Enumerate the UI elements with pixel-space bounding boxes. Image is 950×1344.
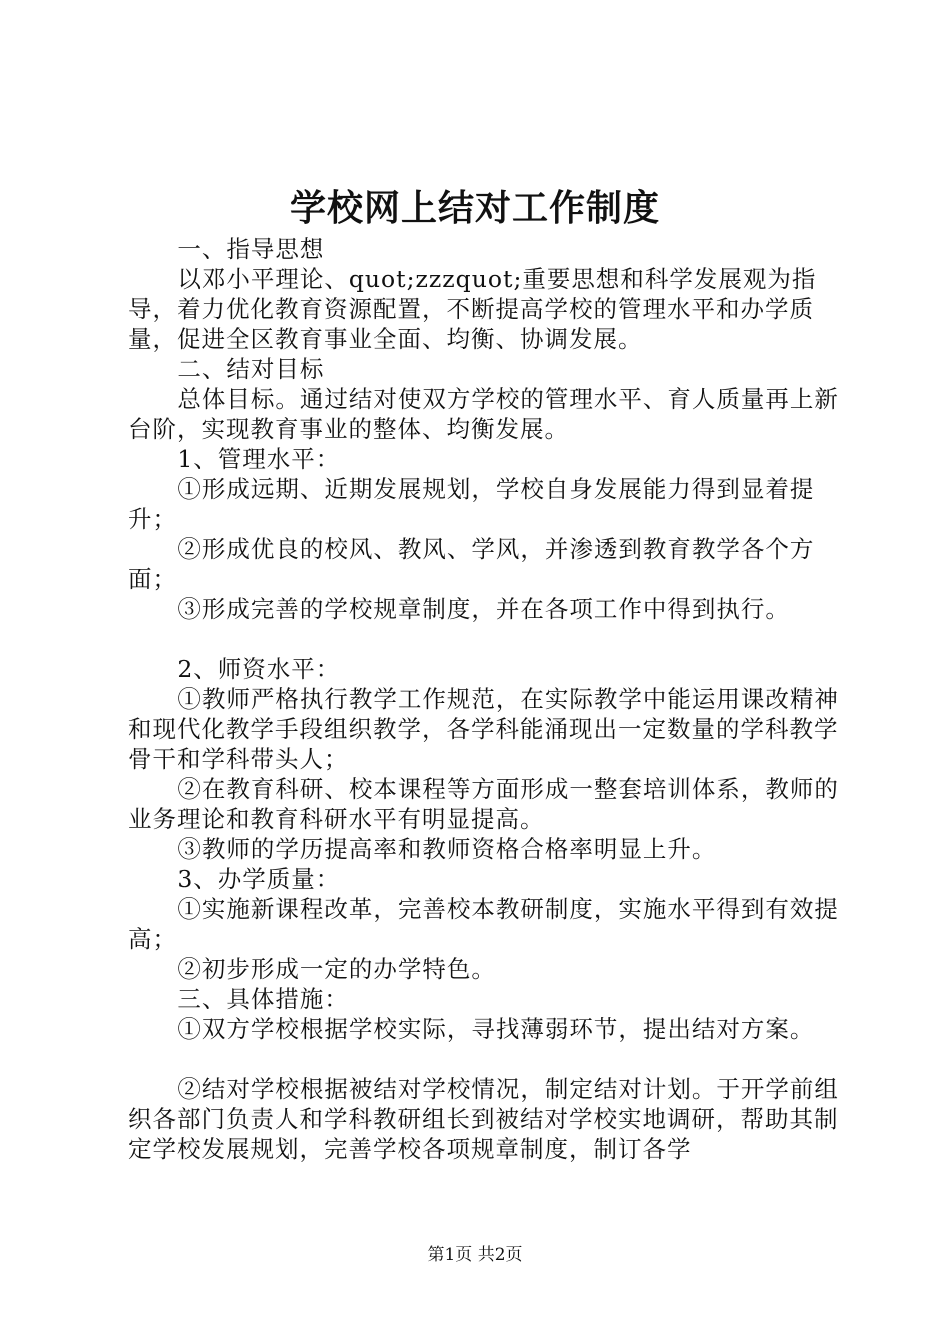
list-item-quality-2: ②初步形成一定的办学特色。 <box>177 955 496 983</box>
page-number-footer: 第1页 共2页 <box>427 1245 523 1265</box>
paragraph-guiding-ideology: 以邓小平理论、quot;zzzquot;重要思想和科学发展观为指导，着力优化教育资源配置，不断提高学校的管理水平和办学质量，促进全区教育事业全面、均衡、协调发展。 <box>128 265 817 353</box>
list-item-management-2: ②形成优良的校风、教风、学风，并渗透到教育教学各个方面； <box>128 535 815 593</box>
section-heading-specific-measures: 三、具体措施： <box>177 985 349 1013</box>
subheading-teacher-level: 2、师资水平： <box>177 655 341 683</box>
paragraph-overall-goal: 总体目标。通过结对使双方学校的管理水平、育人质量再上新台阶，实现教育事业的整体、均衡发展。 <box>128 385 839 443</box>
list-item-teacher-1: ①教师严格执行教学工作规范，在实际教学中能运用课改精神和现代化教学手段组织教学，各学科能涌现出一定数量的学科教学骨干和学科带头人； <box>128 685 839 773</box>
section-heading-pairing-goals: 二、结对目标 <box>177 355 325 383</box>
section-heading-guiding-ideology: 一、指导思想 <box>177 235 325 263</box>
list-item-management-1: ①形成远期、近期发展规划，学校自身发展能力得到显着提升； <box>128 475 815 533</box>
list-item-measures-2: ②结对学校根据被结对学校情况，制定结对计划。于开学前组织各部门负责人和学科教研组长到被结对学校实地调研，帮助其制定学校发展规划，完善学校各项规章制度，制订各学 <box>128 1075 839 1163</box>
list-item-teacher-2: ②在教育科研、校本课程等方面形成一整套培训体系，教师的业务理论和教育科研水平有明显提高。 <box>128 775 839 833</box>
list-item-quality-1: ①实施新课程改革，完善校本教研制度，实施水平得到有效提高； <box>128 895 839 953</box>
subheading-management-level: 1、管理水平： <box>177 445 341 473</box>
list-item-measures-1: ①双方学校根据学校实际，寻找薄弱环节，提出结对方案。 <box>177 1015 815 1043</box>
subheading-school-quality: 3、办学质量： <box>177 865 341 893</box>
list-item-management-3: ③形成完善的学校规章制度，并在各项工作中得到执行。 <box>177 595 790 623</box>
list-item-teacher-3: ③教师的学历提高率和教师资格合格率明显上升。 <box>177 835 717 863</box>
page-title: 学校网上结对工作制度 <box>289 187 660 229</box>
document-body <box>128 234 840 1164</box>
